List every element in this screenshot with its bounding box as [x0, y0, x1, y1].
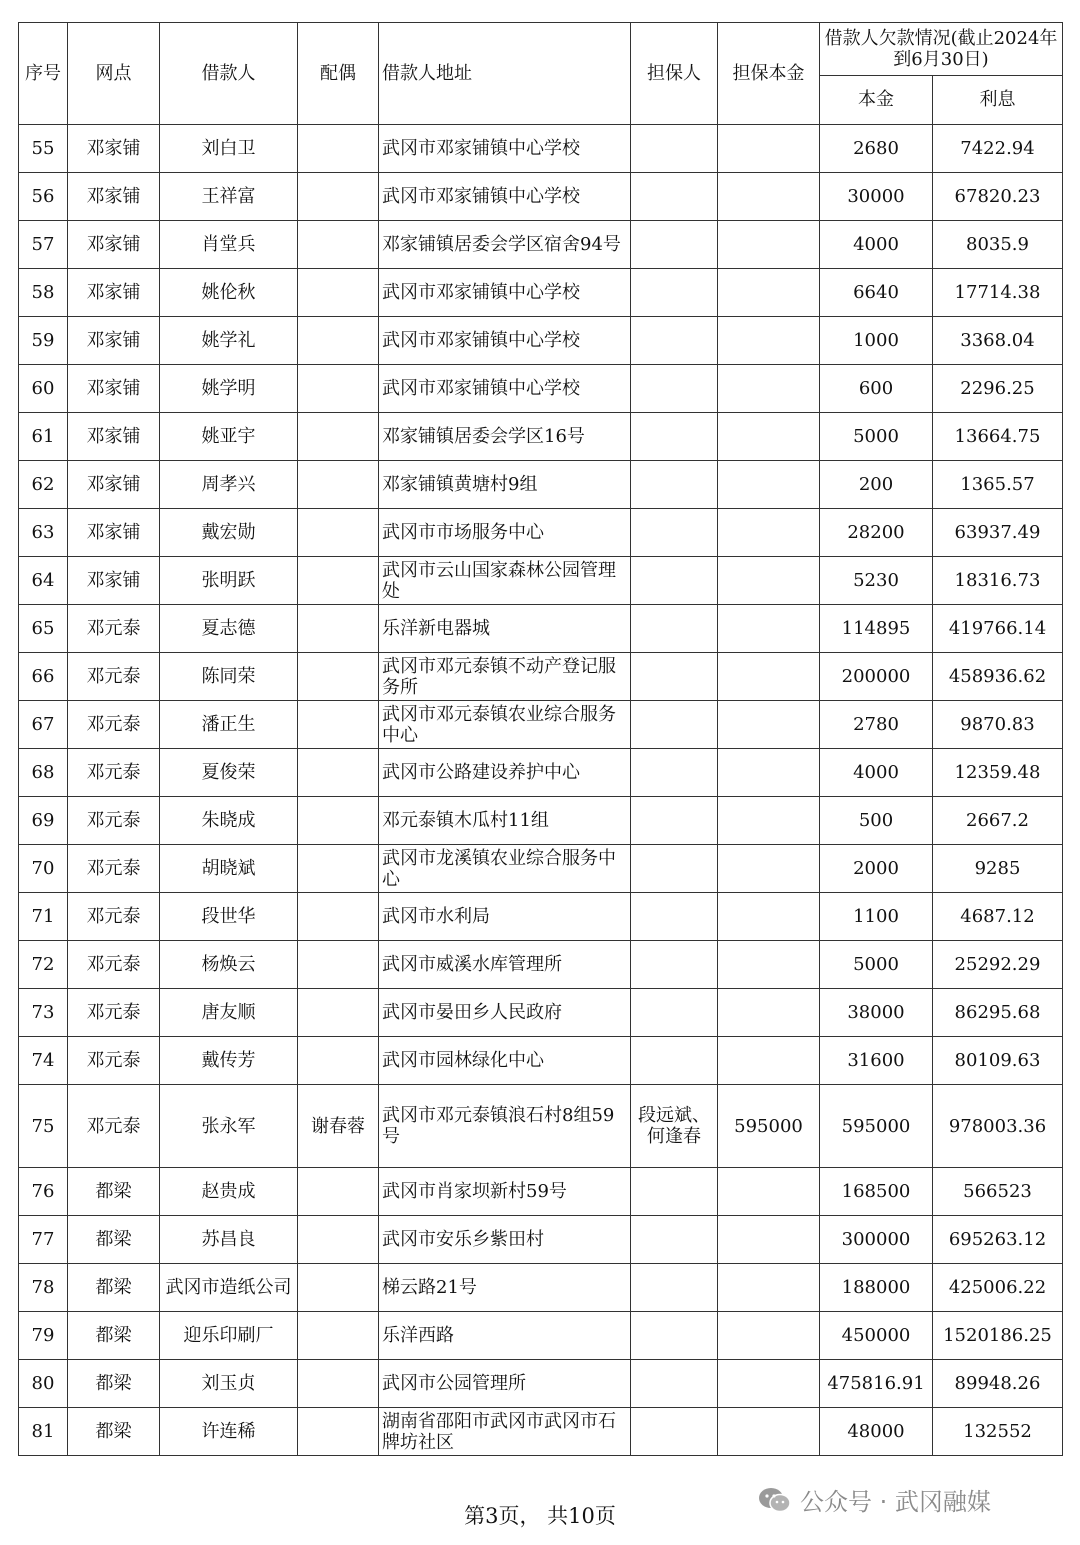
cell-spouse [298, 845, 379, 893]
header-spouse: 配偶 [298, 23, 379, 125]
cell-interest: 132552 [933, 1408, 1063, 1456]
cell-spouse [298, 221, 379, 269]
table-row [19, 1085, 1063, 1168]
cell-spouse [298, 989, 379, 1037]
table-row [19, 509, 1063, 557]
cell-guarantee-principal [718, 797, 820, 845]
table-row [19, 365, 1063, 413]
cell-principal: 30000 [820, 173, 933, 221]
cell-principal: 114895 [820, 605, 933, 653]
cell-interest: 25292.29 [933, 941, 1063, 989]
cell-interest: 695263.12 [933, 1216, 1063, 1264]
cell-guarantor [631, 365, 718, 413]
table-row [19, 653, 1063, 701]
cell-address: 邓家铺镇居委会学区16号 [379, 413, 631, 461]
cell-branch: 都梁 [68, 1360, 160, 1408]
cell-borrower: 姚亚宇 [160, 413, 298, 461]
cell-principal: 31600 [820, 1037, 933, 1085]
cell-guarantee-principal [718, 125, 820, 173]
cell-address: 武冈市邓家铺镇中心学校 [379, 125, 631, 173]
wechat-icon [758, 1486, 792, 1514]
table-row [19, 1037, 1063, 1085]
cell-branch: 邓家铺 [68, 221, 160, 269]
cell-branch: 邓元泰 [68, 605, 160, 653]
cell-guarantee-principal [718, 173, 820, 221]
cell-seq: 61 [19, 413, 68, 461]
cell-borrower: 赵贵成 [160, 1168, 298, 1216]
cell-address: 武冈市肖家坝新村59号 [379, 1168, 631, 1216]
cell-borrower: 张明跃 [160, 557, 298, 605]
cell-address: 武冈市邓家铺镇中心学校 [379, 269, 631, 317]
cell-guarantee-principal [718, 509, 820, 557]
cell-branch: 邓家铺 [68, 509, 160, 557]
cell-principal: 1100 [820, 893, 933, 941]
cell-spouse [298, 1168, 379, 1216]
table-row [19, 1408, 1063, 1456]
cell-borrower: 段世华 [160, 893, 298, 941]
cell-borrower: 刘玉贞 [160, 1360, 298, 1408]
cell-principal: 2000 [820, 845, 933, 893]
cell-branch: 邓家铺 [68, 269, 160, 317]
cell-principal: 2680 [820, 125, 933, 173]
cell-branch: 邓家铺 [68, 413, 160, 461]
cell-principal: 4000 [820, 749, 933, 797]
cell-seq: 60 [19, 365, 68, 413]
cell-interest: 12359.48 [933, 749, 1063, 797]
cell-branch: 都梁 [68, 1408, 160, 1456]
cell-branch: 都梁 [68, 1312, 160, 1360]
table-row [19, 221, 1063, 269]
cell-borrower: 姚伦秋 [160, 269, 298, 317]
cell-spouse [298, 701, 379, 749]
cell-interest: 9285 [933, 845, 1063, 893]
cell-branch: 邓家铺 [68, 173, 160, 221]
cell-borrower: 许连稀 [160, 1408, 298, 1456]
cell-spouse [298, 509, 379, 557]
cell-principal: 48000 [820, 1408, 933, 1456]
table-row [19, 941, 1063, 989]
cell-spouse [298, 893, 379, 941]
cell-spouse [298, 1264, 379, 1312]
cell-principal: 5230 [820, 557, 933, 605]
cell-interest: 3368.04 [933, 317, 1063, 365]
cell-borrower: 朱晓成 [160, 797, 298, 845]
cell-guarantee-principal [718, 1312, 820, 1360]
cell-principal: 1000 [820, 317, 933, 365]
cell-interest: 566523 [933, 1168, 1063, 1216]
cell-branch: 都梁 [68, 1216, 160, 1264]
table-row [19, 413, 1063, 461]
cell-spouse [298, 125, 379, 173]
cell-guarantor [631, 1168, 718, 1216]
cell-principal: 28200 [820, 509, 933, 557]
cell-borrower: 戴传芳 [160, 1037, 298, 1085]
cell-guarantee-principal [718, 1408, 820, 1456]
cell-borrower: 唐友顺 [160, 989, 298, 1037]
cell-spouse [298, 557, 379, 605]
cell-interest: 458936.62 [933, 653, 1063, 701]
cell-seq: 69 [19, 797, 68, 845]
cell-address: 武冈市晏田乡人民政府 [379, 989, 631, 1037]
cell-interest: 89948.26 [933, 1360, 1063, 1408]
header-seq: 序号 [19, 23, 68, 125]
cell-guarantor [631, 1408, 718, 1456]
table-row [19, 269, 1063, 317]
cell-interest: 63937.49 [933, 509, 1063, 557]
table-row [19, 701, 1063, 749]
cell-guarantee-principal [718, 317, 820, 365]
cell-interest: 9870.83 [933, 701, 1063, 749]
cell-guarantee-principal [718, 557, 820, 605]
cell-guarantee-principal: 595000 [718, 1085, 820, 1168]
table-row [19, 1360, 1063, 1408]
cell-borrower: 戴宏勋 [160, 509, 298, 557]
cell-branch: 邓元泰 [68, 797, 160, 845]
cell-guarantor [631, 845, 718, 893]
cell-guarantor [631, 941, 718, 989]
cell-guarantor [631, 221, 718, 269]
cell-principal: 6640 [820, 269, 933, 317]
cell-guarantee-principal [718, 1037, 820, 1085]
cell-address: 武冈市园林绿化中心 [379, 1037, 631, 1085]
header-branch: 网点 [68, 23, 160, 125]
cell-address: 邓家铺镇黄塘村9组 [379, 461, 631, 509]
cell-borrower: 陈同荣 [160, 653, 298, 701]
cell-principal: 475816.91 [820, 1360, 933, 1408]
cell-seq: 55 [19, 125, 68, 173]
cell-address: 武冈市邓家铺镇中心学校 [379, 317, 631, 365]
cell-guarantee-principal [718, 989, 820, 1037]
table-row [19, 557, 1063, 605]
cell-guarantor [631, 893, 718, 941]
cell-interest: 4687.12 [933, 893, 1063, 941]
cell-principal: 188000 [820, 1264, 933, 1312]
cell-interest: 80109.63 [933, 1037, 1063, 1085]
cell-borrower: 杨焕云 [160, 941, 298, 989]
cell-borrower: 刘白卫 [160, 125, 298, 173]
cell-branch: 邓家铺 [68, 461, 160, 509]
cell-borrower: 姚学礼 [160, 317, 298, 365]
cell-branch: 都梁 [68, 1264, 160, 1312]
cell-seq: 73 [19, 989, 68, 1037]
header-guarantee-principal: 担保本金 [718, 23, 820, 125]
cell-interest: 86295.68 [933, 989, 1063, 1037]
cell-guarantor [631, 557, 718, 605]
cell-spouse [298, 1360, 379, 1408]
cell-seq: 77 [19, 1216, 68, 1264]
cell-guarantee-principal [718, 749, 820, 797]
cell-principal: 38000 [820, 989, 933, 1037]
table-row [19, 749, 1063, 797]
table-row [19, 1264, 1063, 1312]
cell-borrower: 张永军 [160, 1085, 298, 1168]
cell-guarantee-principal [718, 1360, 820, 1408]
cell-principal: 200000 [820, 653, 933, 701]
cell-guarantee-principal [718, 221, 820, 269]
table-row [19, 605, 1063, 653]
cell-address: 武冈市邓家铺镇中心学校 [379, 173, 631, 221]
watermark-text: 公众号 · 武冈融媒 [800, 1488, 991, 1516]
cell-spouse [298, 173, 379, 221]
cell-seq: 81 [19, 1408, 68, 1456]
cell-seq: 67 [19, 701, 68, 749]
cell-guarantee-principal [718, 413, 820, 461]
cell-spouse [298, 317, 379, 365]
cell-seq: 58 [19, 269, 68, 317]
cell-address: 武冈市市场服务中心 [379, 509, 631, 557]
cell-address: 邓元泰镇木瓜村11组 [379, 797, 631, 845]
cell-seq: 66 [19, 653, 68, 701]
cell-guarantor [631, 989, 718, 1037]
cell-principal: 300000 [820, 1216, 933, 1264]
header-arrears-group: 借款人欠款情况(截止2024年到6月30日) [820, 23, 1063, 76]
cell-guarantor [631, 1264, 718, 1312]
cell-borrower: 肖堂兵 [160, 221, 298, 269]
cell-seq: 57 [19, 221, 68, 269]
cell-branch: 邓家铺 [68, 365, 160, 413]
cell-seq: 79 [19, 1312, 68, 1360]
cell-branch: 邓元泰 [68, 1085, 160, 1168]
cell-borrower: 王祥富 [160, 173, 298, 221]
cell-spouse [298, 1037, 379, 1085]
cell-interest: 8035.9 [933, 221, 1063, 269]
cell-guarantee-principal [718, 1264, 820, 1312]
cell-seq: 74 [19, 1037, 68, 1085]
cell-spouse [298, 269, 379, 317]
cell-principal: 450000 [820, 1312, 933, 1360]
cell-seq: 65 [19, 605, 68, 653]
cell-guarantor [631, 701, 718, 749]
cell-interest: 13664.75 [933, 413, 1063, 461]
header-interest: 利息 [933, 75, 1063, 125]
cell-seq: 64 [19, 557, 68, 605]
cell-guarantee-principal [718, 941, 820, 989]
header-principal: 本金 [820, 75, 933, 125]
cell-guarantor [631, 173, 718, 221]
table-body [19, 125, 1063, 1456]
cell-borrower: 夏志德 [160, 605, 298, 653]
cell-principal: 600 [820, 365, 933, 413]
cell-address: 乐洋新电器城 [379, 605, 631, 653]
cell-interest: 17714.38 [933, 269, 1063, 317]
cell-branch: 邓元泰 [68, 989, 160, 1037]
cell-guarantor [631, 797, 718, 845]
cell-interest: 1520186.25 [933, 1312, 1063, 1360]
cell-interest: 2667.2 [933, 797, 1063, 845]
watermark [758, 1482, 991, 1517]
cell-guarantee-principal [718, 1168, 820, 1216]
cell-guarantee-principal [718, 1216, 820, 1264]
cell-interest: 7422.94 [933, 125, 1063, 173]
cell-seq: 78 [19, 1264, 68, 1312]
cell-address: 武冈市公园管理所 [379, 1360, 631, 1408]
cell-branch: 邓元泰 [68, 941, 160, 989]
cell-spouse [298, 653, 379, 701]
table-row [19, 461, 1063, 509]
cell-branch: 邓家铺 [68, 557, 160, 605]
cell-guarantee-principal [718, 893, 820, 941]
cell-address: 武冈市邓家铺镇中心学校 [379, 365, 631, 413]
cell-seq: 59 [19, 317, 68, 365]
cell-spouse [298, 605, 379, 653]
cell-principal: 2780 [820, 701, 933, 749]
cell-guarantor [631, 269, 718, 317]
header-guarantor: 担保人 [631, 23, 718, 125]
cell-address: 武冈市邓元泰镇不动产登记服务所 [379, 653, 631, 701]
cell-guarantor [631, 749, 718, 797]
cell-seq: 76 [19, 1168, 68, 1216]
cell-seq: 56 [19, 173, 68, 221]
cell-spouse: 谢春蓉 [298, 1085, 379, 1168]
cell-borrower: 迎乐印刷厂 [160, 1312, 298, 1360]
cell-address: 邓家铺镇居委会学区宿舍94号 [379, 221, 631, 269]
cell-guarantor: 段远斌、何逢春 [631, 1085, 718, 1168]
page-number: 第3页， 共10页 [464, 1504, 616, 1528]
cell-seq: 75 [19, 1085, 68, 1168]
loan-arrears-table [18, 22, 1063, 1456]
cell-spouse [298, 941, 379, 989]
cell-borrower: 周孝兴 [160, 461, 298, 509]
cell-guarantor [631, 605, 718, 653]
cell-interest: 67820.23 [933, 173, 1063, 221]
cell-guarantor [631, 461, 718, 509]
cell-interest: 419766.14 [933, 605, 1063, 653]
cell-borrower: 武冈市造纸公司 [160, 1264, 298, 1312]
table-row [19, 1312, 1063, 1360]
cell-branch: 邓家铺 [68, 125, 160, 173]
cell-borrower: 夏俊荣 [160, 749, 298, 797]
cell-spouse [298, 413, 379, 461]
cell-branch: 邓元泰 [68, 701, 160, 749]
cell-seq: 72 [19, 941, 68, 989]
table-row [19, 317, 1063, 365]
cell-branch: 邓元泰 [68, 893, 160, 941]
cell-address: 武冈市龙溪镇农业综合服务中心 [379, 845, 631, 893]
cell-guarantee-principal [718, 605, 820, 653]
cell-borrower: 胡晓斌 [160, 845, 298, 893]
cell-address: 武冈市邓元泰镇浪石村8组59号 [379, 1085, 631, 1168]
table-row [19, 893, 1063, 941]
cell-guarantor [631, 1360, 718, 1408]
cell-seq: 80 [19, 1360, 68, 1408]
cell-guarantee-principal [718, 365, 820, 413]
table-row [19, 1216, 1063, 1264]
cell-guarantee-principal [718, 653, 820, 701]
cell-principal: 168500 [820, 1168, 933, 1216]
cell-interest: 1365.57 [933, 461, 1063, 509]
cell-address: 乐洋西路 [379, 1312, 631, 1360]
cell-address: 武冈市安乐乡紫田村 [379, 1216, 631, 1264]
cell-guarantor [631, 509, 718, 557]
cell-principal: 595000 [820, 1085, 933, 1168]
table-row [19, 845, 1063, 893]
table-header [19, 23, 1063, 125]
cell-guarantee-principal [718, 269, 820, 317]
cell-guarantor [631, 1216, 718, 1264]
cell-spouse [298, 797, 379, 845]
header-borrower: 借款人 [160, 23, 298, 125]
cell-seq: 71 [19, 893, 68, 941]
cell-principal: 500 [820, 797, 933, 845]
cell-spouse [298, 1408, 379, 1456]
cell-guarantee-principal [718, 845, 820, 893]
cell-seq: 63 [19, 509, 68, 557]
cell-branch: 邓家铺 [68, 317, 160, 365]
cell-guarantor [631, 1312, 718, 1360]
table-row [19, 173, 1063, 221]
cell-address: 湖南省邵阳市武冈市武冈市石牌坊社区 [379, 1408, 631, 1456]
cell-guarantee-principal [718, 701, 820, 749]
cell-branch: 邓元泰 [68, 845, 160, 893]
cell-spouse [298, 1312, 379, 1360]
cell-principal: 5000 [820, 941, 933, 989]
cell-interest: 425006.22 [933, 1264, 1063, 1312]
cell-guarantor [631, 317, 718, 365]
cell-borrower: 苏昌良 [160, 1216, 298, 1264]
cell-interest: 18316.73 [933, 557, 1063, 605]
cell-address: 武冈市水利局 [379, 893, 631, 941]
cell-address: 梯云路21号 [379, 1264, 631, 1312]
cell-branch: 都梁 [68, 1168, 160, 1216]
cell-borrower: 姚学明 [160, 365, 298, 413]
cell-spouse [298, 1216, 379, 1264]
cell-principal: 4000 [820, 221, 933, 269]
table-row [19, 125, 1063, 173]
cell-guarantor [631, 413, 718, 461]
cell-branch: 邓元泰 [68, 749, 160, 797]
cell-seq: 68 [19, 749, 68, 797]
cell-branch: 邓元泰 [68, 1037, 160, 1085]
cell-address: 武冈市云山国家森林公园管理处 [379, 557, 631, 605]
cell-interest: 2296.25 [933, 365, 1063, 413]
cell-principal: 5000 [820, 413, 933, 461]
cell-guarantee-principal [718, 461, 820, 509]
cell-borrower: 潘正生 [160, 701, 298, 749]
cell-interest: 978003.36 [933, 1085, 1063, 1168]
header-address: 借款人地址 [379, 23, 631, 125]
cell-spouse [298, 749, 379, 797]
cell-principal: 200 [820, 461, 933, 509]
table-row [19, 797, 1063, 845]
cell-guarantor [631, 1037, 718, 1085]
cell-seq: 62 [19, 461, 68, 509]
table-row [19, 1168, 1063, 1216]
cell-guarantor [631, 125, 718, 173]
cell-address: 武冈市公路建设养护中心 [379, 749, 631, 797]
cell-spouse [298, 461, 379, 509]
cell-address: 武冈市威溪水库管理所 [379, 941, 631, 989]
cell-guarantor [631, 653, 718, 701]
cell-branch: 邓元泰 [68, 653, 160, 701]
table-row [19, 989, 1063, 1037]
cell-address: 武冈市邓元泰镇农业综合服务中心 [379, 701, 631, 749]
cell-spouse [298, 365, 379, 413]
cell-seq: 70 [19, 845, 68, 893]
